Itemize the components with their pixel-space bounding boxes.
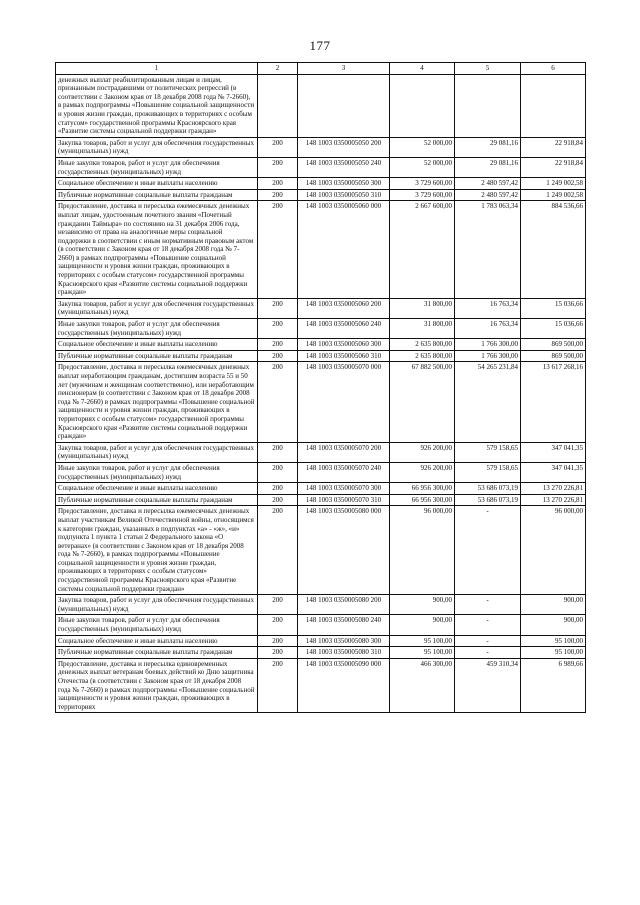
unexecuted-amount-cell: 1 249 002,58 — [521, 178, 586, 190]
approved-amount-cell: 31 800,00 — [390, 298, 455, 318]
description-cell: Иные закупки товаров, работ и услуг для обеспечения государственных (муниципальных) нужд — [56, 462, 258, 482]
description-cell: Предоставление, доставка и пересылка единовременных денежных выплат ветеранам боевых действий ко Дню защитника Отечества (в соответствии с Законом края от 18 декабря 2008 года № 7-2660) в рамках подпрограммы «Повышение социальной защищенности и уровня жизни граждан, проживающих в территориях — [56, 658, 258, 713]
unexecuted-amount-cell: 900,00 — [521, 615, 586, 635]
budget-classification-cell: 148 1003 0350005080 240 — [298, 615, 390, 635]
approved-amount-cell: 2 635 800,00 — [390, 339, 455, 351]
table-row — [56, 462, 586, 482]
table-header-row — [56, 63, 586, 75]
unexecuted-amount-cell: 869 500,00 — [521, 339, 586, 351]
executed-amount-cell: - — [455, 595, 521, 615]
table-row — [56, 74, 586, 137]
approved-amount-cell: 52 000,00 — [390, 137, 455, 157]
code-cell: 200 — [258, 178, 298, 190]
code-cell: 200 — [258, 462, 298, 482]
unexecuted-amount-cell: 13 617 268,16 — [521, 362, 586, 442]
code-cell: 200 — [258, 595, 298, 615]
approved-amount-cell: 96 000,00 — [390, 506, 455, 595]
approved-amount-cell: 31 800,00 — [390, 319, 455, 339]
table-row — [56, 178, 586, 190]
executed-amount-cell: 1 766 300,00 — [455, 350, 521, 362]
approved-amount-cell: 66 956 300,00 — [390, 483, 455, 495]
executed-amount-cell: 1 766 300,00 — [455, 339, 521, 351]
budget-classification-cell: 148 1003 0350005070 310 — [298, 494, 390, 506]
header-col-4: 4 — [390, 63, 455, 75]
budget-classification-cell: 148 1003 0350005080 200 — [298, 595, 390, 615]
executed-amount-cell: - — [455, 506, 521, 595]
description-cell: Иные закупки товаров, работ и услуг для обеспечения государственных (муниципальных) нужд — [56, 319, 258, 339]
description-cell: Публичные нормативные социальные выплаты гражданам — [56, 647, 258, 659]
description-cell: Иные закупки товаров, работ и услуг для обеспечения государственных (муниципальных) нужд — [56, 157, 258, 177]
unexecuted-amount-cell: 13 270 226,81 — [521, 494, 586, 506]
executed-amount-cell: 54 265 231,84 — [455, 362, 521, 442]
code-cell: 200 — [258, 483, 298, 495]
header-col-1: 1 — [56, 63, 258, 75]
budget-classification-cell: 148 1003 0350005070 200 — [298, 442, 390, 462]
description-cell: Закупка товаров, работ и услуг для обеспечения государственных (муниципальных) нужд — [56, 298, 258, 318]
header-col-3: 3 — [298, 63, 390, 75]
budget-table — [55, 62, 586, 713]
budget-classification-cell: 148 1003 0350005060 000 — [298, 201, 390, 299]
table-row — [56, 506, 586, 595]
unexecuted-amount-cell: 884 536,66 — [521, 201, 586, 299]
code-cell: 200 — [258, 647, 298, 659]
approved-amount-cell: 926 200,00 — [390, 442, 455, 462]
budget-classification-cell: 148 1003 0350005080 300 — [298, 635, 390, 647]
unexecuted-amount-cell: 22 918,84 — [521, 137, 586, 157]
budget-classification-cell: 148 1003 0350005060 300 — [298, 339, 390, 351]
executed-amount-cell: 53 686 073,19 — [455, 483, 521, 495]
approved-amount-cell: 3 729 600,00 — [390, 178, 455, 190]
approved-amount-cell: 3 729 600,00 — [390, 189, 455, 201]
executed-amount-cell: 579 158,65 — [455, 442, 521, 462]
budget-classification-cell: 148 1003 0350005070 000 — [298, 362, 390, 442]
budget-classification-cell: 148 1003 0350005080 310 — [298, 647, 390, 659]
executed-amount-cell: 2 480 597,42 — [455, 178, 521, 190]
executed-amount-cell: 579 158,65 — [455, 462, 521, 482]
table-row — [56, 350, 586, 362]
unexecuted-amount-cell: 13 270 226,81 — [521, 483, 586, 495]
budget-classification-cell: 148 1003 0350005050 300 — [298, 178, 390, 190]
table-row — [56, 362, 586, 442]
unexecuted-amount-cell: 900,00 — [521, 595, 586, 615]
table-row — [56, 201, 586, 299]
header-col-2: 2 — [258, 63, 298, 75]
budget-classification-cell — [298, 74, 390, 137]
description-cell: Закупка товаров, работ и услуг для обеспечения государственных (муниципальных) нужд — [56, 595, 258, 615]
unexecuted-amount-cell: 15 036,66 — [521, 319, 586, 339]
budget-classification-cell: 148 1003 0350005080 000 — [298, 506, 390, 595]
table-row — [56, 494, 586, 506]
approved-amount-cell: 2 667 600,00 — [390, 201, 455, 299]
code-cell: 200 — [258, 201, 298, 299]
budget-classification-cell: 148 1003 0350005050 200 — [298, 137, 390, 157]
table-row — [56, 615, 586, 635]
description-cell: Предоставление, доставка и пересылка ежемесячных денежных выплат неработающим гражданам, достигшим возраста 55 и 50 лет (мужчинам и женщинам соответственно), или неработающим пенсионерам (в соответствии с Законом края от 18 декабря 2008 года № 7-2660) в рамках подпрограммы «Повышение социальной защищенности и уровня жизни граждан, проживающих в территориях с особым статусом» государственной программы Красноярского края «Развитие системы социальной поддержки граждан» — [56, 362, 258, 442]
unexecuted-amount-cell: 22 918,84 — [521, 157, 586, 177]
executed-amount-cell: - — [455, 635, 521, 647]
executed-amount-cell: 459 310,34 — [455, 658, 521, 713]
page-number: 177 — [309, 38, 331, 53]
code-cell — [258, 74, 298, 137]
approved-amount-cell: 466 300,00 — [390, 658, 455, 713]
description-cell: Предоставление, доставка и пересылка ежемесячных денежных выплат лицам, удостоенным почетного звания «Почетный гражданин Таймыра» по состоянию на 31 декабря 2006 года, независимо от права на аналогичные меры социальной поддержки в соответствии с иным нормативным правовым актом (в соответствии с Законом края от 18 декабря 2008 года № 7-2660) в рамках подпрограммы «Повышение социальной защищенности и уровня жизни граждан, проживающих в территориях с особым статусом» государственной программы Красноярского края «Развитие системы социальной поддержки граждан» — [56, 201, 258, 299]
approved-amount-cell: 900,00 — [390, 615, 455, 635]
unexecuted-amount-cell: 869 500,00 — [521, 350, 586, 362]
executed-amount-cell: 16 763,34 — [455, 298, 521, 318]
unexecuted-amount-cell: 6 989,66 — [521, 658, 586, 713]
approved-amount-cell: 95 100,00 — [390, 635, 455, 647]
table-row — [56, 442, 586, 462]
approved-amount-cell: 52 000,00 — [390, 157, 455, 177]
executed-amount-cell — [455, 74, 521, 137]
code-cell: 200 — [258, 350, 298, 362]
table-row — [56, 483, 586, 495]
table-row — [56, 635, 586, 647]
description-cell: Социальное обеспечение и иные выплаты населению — [56, 339, 258, 351]
budget-classification-cell: 148 1003 0350005090 000 — [298, 658, 390, 713]
budget-classification-cell: 148 1003 0350005060 240 — [298, 319, 390, 339]
executed-amount-cell: 29 081,16 — [455, 137, 521, 157]
code-cell: 200 — [258, 494, 298, 506]
unexecuted-amount-cell: 1 249 002,58 — [521, 189, 586, 201]
description-cell: Социальное обеспечение и иные выплаты населению — [56, 178, 258, 190]
description-cell: Социальное обеспечение и иные выплаты населению — [56, 483, 258, 495]
table-row — [56, 647, 586, 659]
budget-classification-cell: 148 1003 0350005050 240 — [298, 157, 390, 177]
description-cell: денежных выплат реабилитированным лицам и лицам, признанным пострадавшими от политических репрессий (в соответствии с Законом края от 18 декабря 2008 года № 7-2660), в рамках подпрограммы «Повышение социальной защищенности и уровня жизни граждан, проживающих в территориях с особым статусом» государственной программы Красноярского края «Развитие системы социальной поддержки граждан» — [56, 74, 258, 137]
unexecuted-amount-cell: 347 041,35 — [521, 442, 586, 462]
unexecuted-amount-cell: 15 036,66 — [521, 298, 586, 318]
executed-amount-cell: 1 783 063,34 — [455, 201, 521, 299]
code-cell: 200 — [258, 339, 298, 351]
approved-amount-cell: 95 100,00 — [390, 647, 455, 659]
table-row — [56, 339, 586, 351]
description-cell: Закупка товаров, работ и услуг для обеспечения государственных (муниципальных) нужд — [56, 137, 258, 157]
header-col-6: 6 — [521, 63, 586, 75]
description-cell: Публичные нормативные социальные выплаты гражданам — [56, 494, 258, 506]
executed-amount-cell: 53 686 073,19 — [455, 494, 521, 506]
unexecuted-amount-cell — [521, 74, 586, 137]
table-row — [56, 595, 586, 615]
unexecuted-amount-cell: 96 000,00 — [521, 506, 586, 595]
unexecuted-amount-cell: 347 041,35 — [521, 462, 586, 482]
executed-amount-cell: - — [455, 615, 521, 635]
approved-amount-cell: 66 956 300,00 — [390, 494, 455, 506]
budget-classification-cell: 148 1003 0350005060 310 — [298, 350, 390, 362]
executed-amount-cell: 29 081,16 — [455, 157, 521, 177]
description-cell: Публичные нормативные социальные выплаты гражданам — [56, 350, 258, 362]
description-cell: Предоставление, доставка и пересылка ежемесячных денежных выплат участникам Великой Отечественной войны, относящимся к категории граждан, указанных в подпунктах «а» - «ж», «и» подпункта 1 пункта 1 статьи 2 Федерального закона «О ветеранах» (в соответствии с Законом края от 18 декабря 2008 года № 7-2660), в рамках подпрограммы «Повышение социальной защищенности и уровня жизни граждан, проживающих в территориях с особым статусом» государственной программы Красноярского края «Развитие системы социальной поддержки граждан» — [56, 506, 258, 595]
approved-amount-cell: 926 200,00 — [390, 462, 455, 482]
table-row — [56, 137, 586, 157]
table-row — [56, 319, 586, 339]
budget-classification-cell: 148 1003 0350005060 200 — [298, 298, 390, 318]
approved-amount-cell: 67 882 500,00 — [390, 362, 455, 442]
executed-amount-cell: 2 480 597,42 — [455, 189, 521, 201]
table-row — [56, 298, 586, 318]
code-cell: 200 — [258, 298, 298, 318]
table-row — [56, 189, 586, 201]
budget-classification-cell: 148 1003 0350005070 240 — [298, 462, 390, 482]
code-cell: 200 — [258, 362, 298, 442]
budget-classification-cell: 148 1003 0350005050 310 — [298, 189, 390, 201]
code-cell: 200 — [258, 442, 298, 462]
executed-amount-cell: - — [455, 647, 521, 659]
approved-amount-cell — [390, 74, 455, 137]
description-cell: Социальное обеспечение и иные выплаты населению — [56, 635, 258, 647]
approved-amount-cell: 2 635 800,00 — [390, 350, 455, 362]
code-cell: 200 — [258, 157, 298, 177]
budget-classification-cell: 148 1003 0350005070 300 — [298, 483, 390, 495]
table-row — [56, 658, 586, 713]
code-cell: 200 — [258, 319, 298, 339]
code-cell: 200 — [258, 615, 298, 635]
code-cell: 200 — [258, 506, 298, 595]
approved-amount-cell: 900,00 — [390, 595, 455, 615]
code-cell: 200 — [258, 635, 298, 647]
code-cell: 200 — [258, 137, 298, 157]
unexecuted-amount-cell: 95 100,00 — [521, 635, 586, 647]
executed-amount-cell: 16 763,34 — [455, 319, 521, 339]
description-cell: Публичные нормативные социальные выплаты гражданам — [56, 189, 258, 201]
code-cell: 200 — [258, 189, 298, 201]
description-cell: Закупка товаров, работ и услуг для обеспечения государственных (муниципальных) нужд — [56, 442, 258, 462]
description-cell: Иные закупки товаров, работ и услуг для обеспечения государственных (муниципальных) нужд — [56, 615, 258, 635]
unexecuted-amount-cell: 95 100,00 — [521, 647, 586, 659]
code-cell: 200 — [258, 658, 298, 713]
header-col-5: 5 — [455, 63, 521, 75]
table-row — [56, 157, 586, 177]
